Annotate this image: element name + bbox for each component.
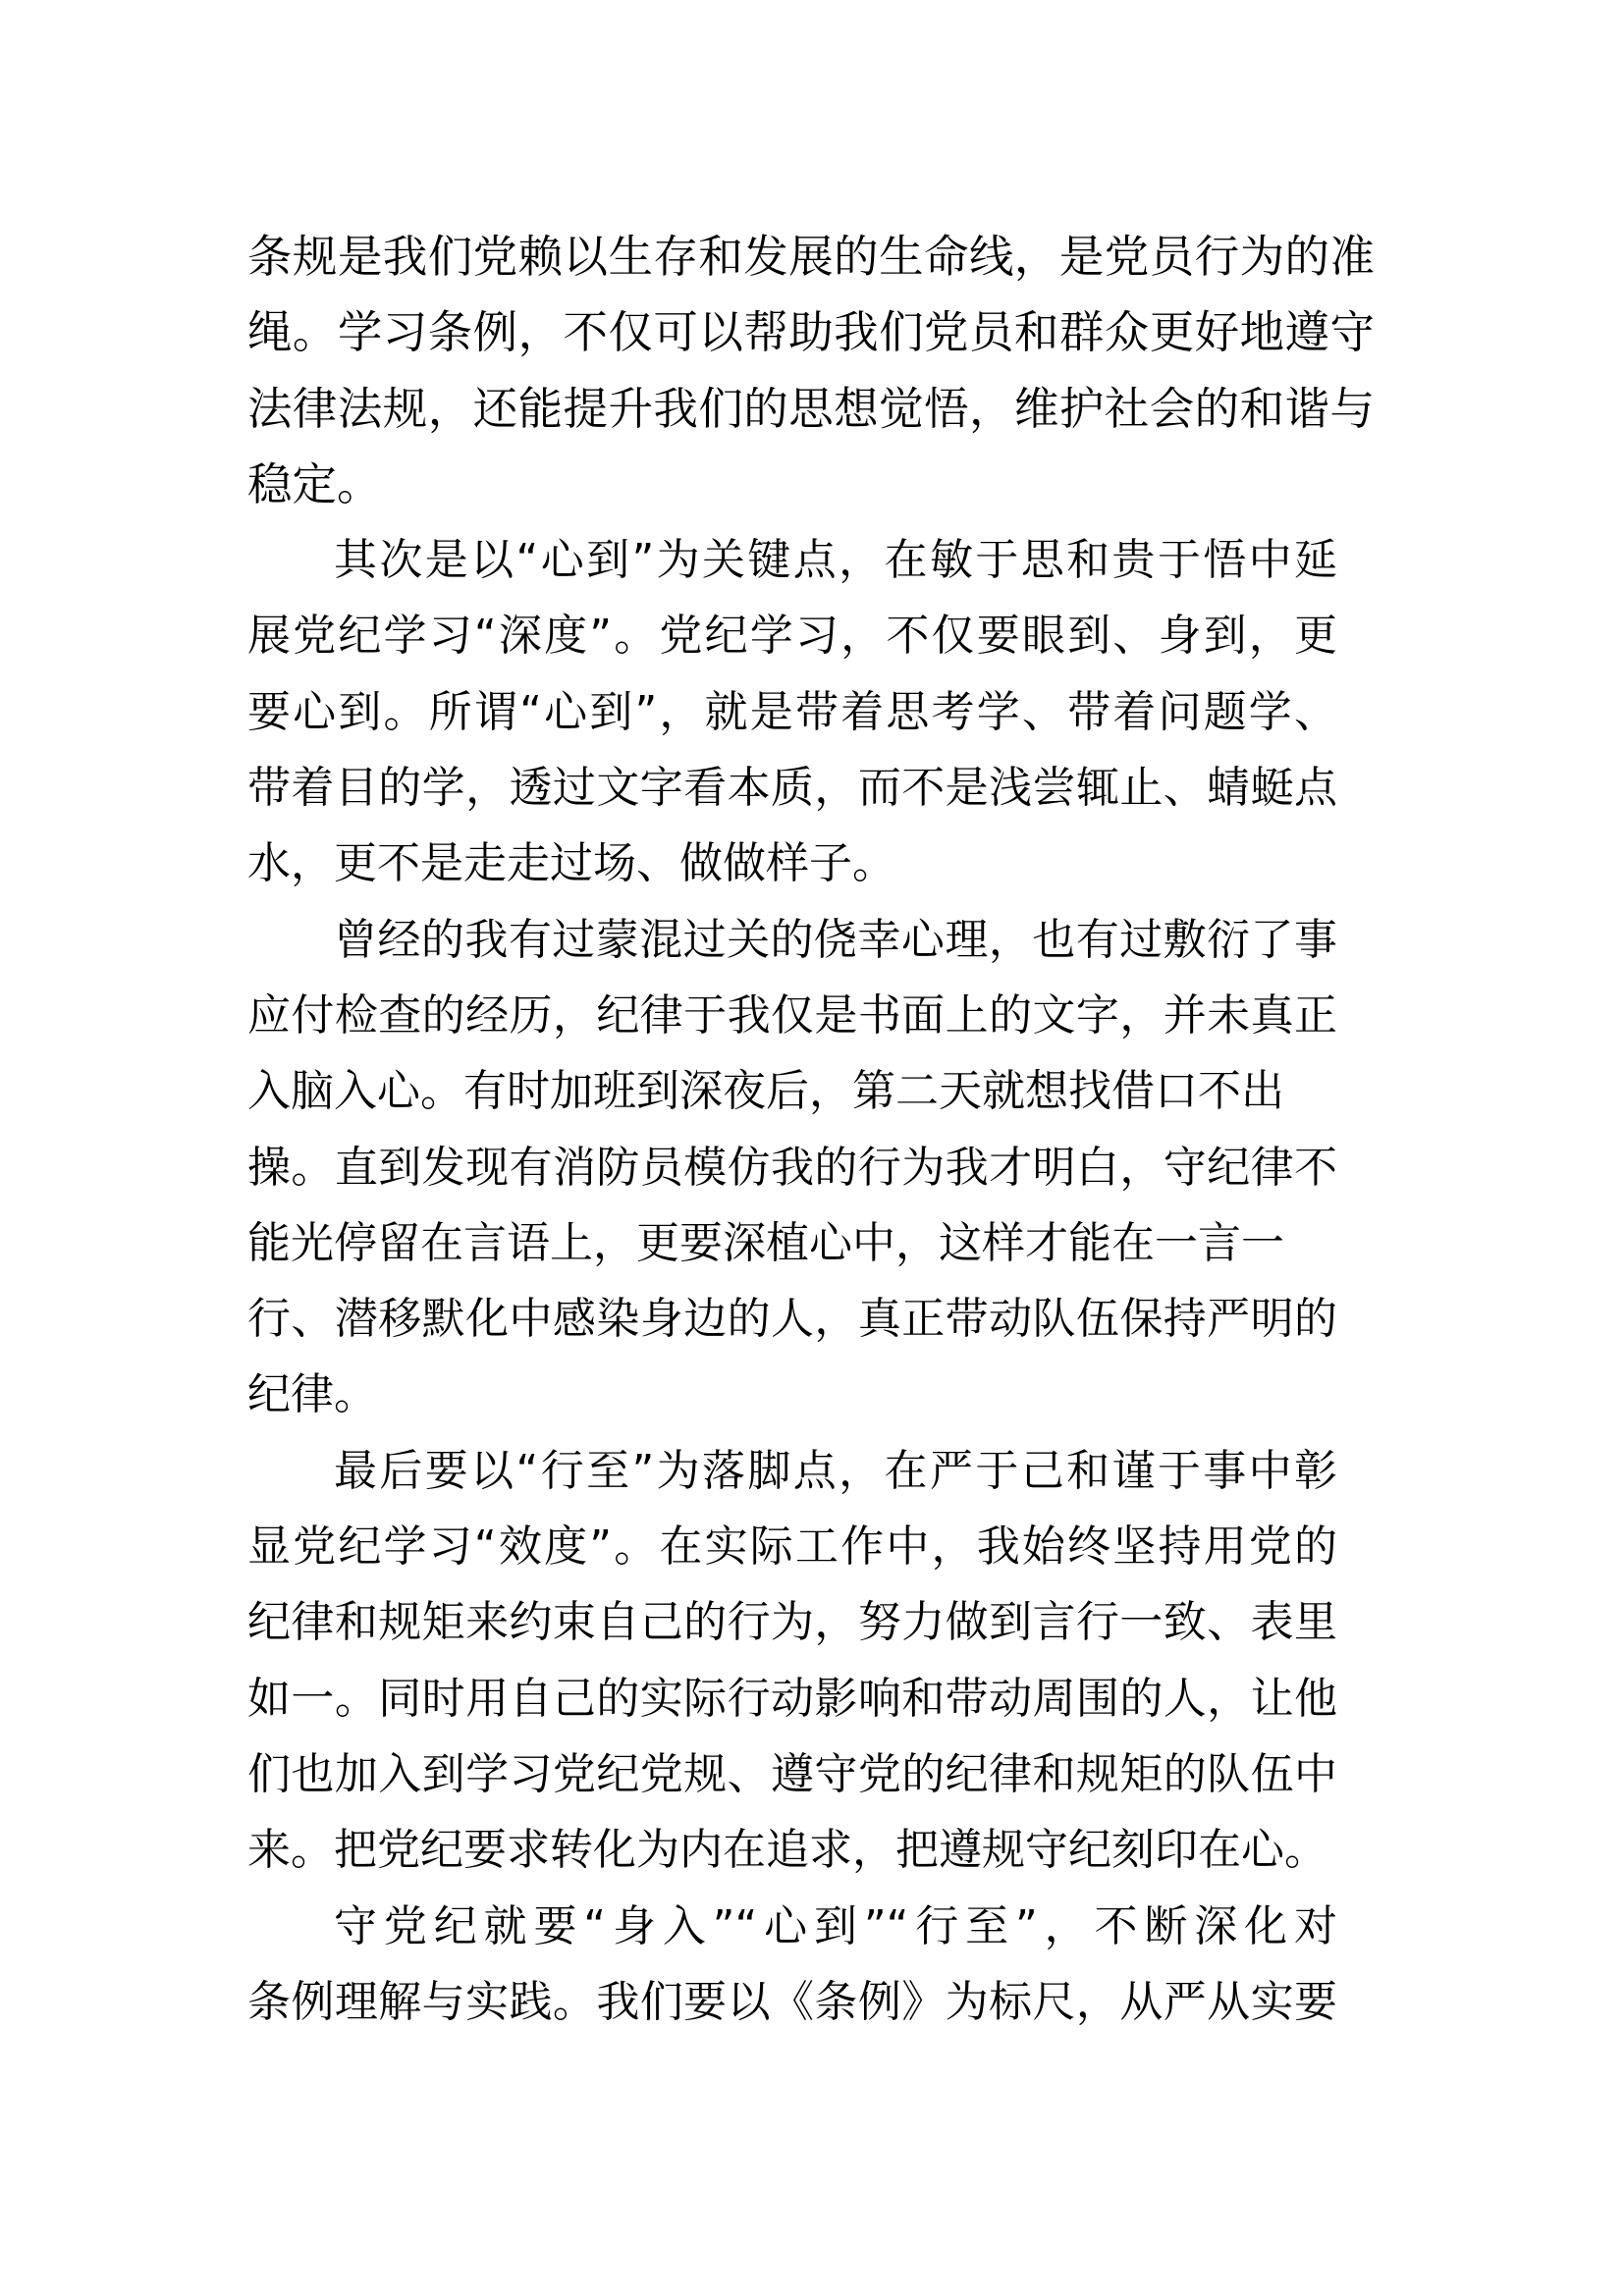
text-line: 展党纪学习“深度”。党纪学习，不仅要眼到、身到，更 — [247, 611, 1337, 662]
text-line: 稳定。 — [247, 457, 382, 510]
text-line: 入脑入心。有时加班到深夜后，第二天就想找借口不出 — [247, 1066, 1284, 1117]
document-body — [247, 228, 1375, 2049]
text-line: 们也加入到学习党纪党规、遵守党的纪律和规矩的队伍中 — [247, 1748, 1337, 1799]
paragraph-2 — [247, 531, 1337, 910]
text-line: 如一。同时用自己的实际行动影响和带动周围的人，让他 — [247, 1673, 1337, 1724]
text-line: 最后要以“行至”为落脚点，在严于己和谨于事中彰 — [334, 1445, 1337, 1496]
text-line: 要心到。所谓“心到”，就是带着思考学、带着问题学、 — [247, 686, 1337, 737]
text-line: 其次是以“心到”为关键点，在敏于思和贵于悟中延 — [334, 535, 1337, 586]
text-line: 显党纪学习“效度”。在实际工作中，我始终坚持用党的 — [247, 1522, 1337, 1573]
text-line: 带着目的学，透过文字看本质，而不是浅尝辄止、蜻蜓点 — [247, 763, 1337, 814]
text-line: 来。把党纪要求转化为内在追求，把遵规守纪刻印在心。 — [247, 1825, 1327, 1876]
paragraph-4 — [247, 1442, 1337, 1897]
paragraph-1 — [247, 228, 1375, 531]
text-line: 行、潜移默化中感染身边的人，真正带动队伍保持严明的 — [247, 1294, 1337, 1345]
text-line: 绳。学习条例，不仅可以帮助我们党员和群众更好地遵守 — [247, 306, 1375, 359]
text-line: 条例理解与实践。我们要以《条例》为标尺，从严从实要 — [247, 1976, 1337, 2027]
text-line: 曾经的我有过蒙混过关的侥幸心理，也有过敷衍了事 — [334, 914, 1337, 965]
text-line: 纪律和规矩来约束自己的行为，努力做到言行一致、表里 — [247, 1597, 1337, 1648]
paragraph-5 — [247, 1897, 1337, 2050]
text-line: 能光停留在言语上，更要深植心中，这样才能在一言一 — [247, 1217, 1284, 1268]
text-line: 操。直到发现有消防员模仿我的行为我才明白，守纪律不 — [247, 1142, 1337, 1193]
text-line: 水，更不是走走过场、做做样子。 — [247, 838, 895, 889]
paragraph-3 — [247, 911, 1337, 1442]
text-line: 纪律。 — [247, 1369, 377, 1420]
text-line: 守党纪就要“身入”“心到”“行至”，不断深化对 — [334, 1900, 1337, 1951]
text-line: 条规是我们党赖以生存和发展的生命线，是党员行为的准 — [247, 231, 1375, 283]
text-line: 应付检查的经历，纪律于我仅是书面上的文字，并未真正 — [247, 989, 1337, 1041]
text-line: 法律法规，还能提升我们的思想觉悟，维护社会的和谐与 — [247, 382, 1375, 435]
